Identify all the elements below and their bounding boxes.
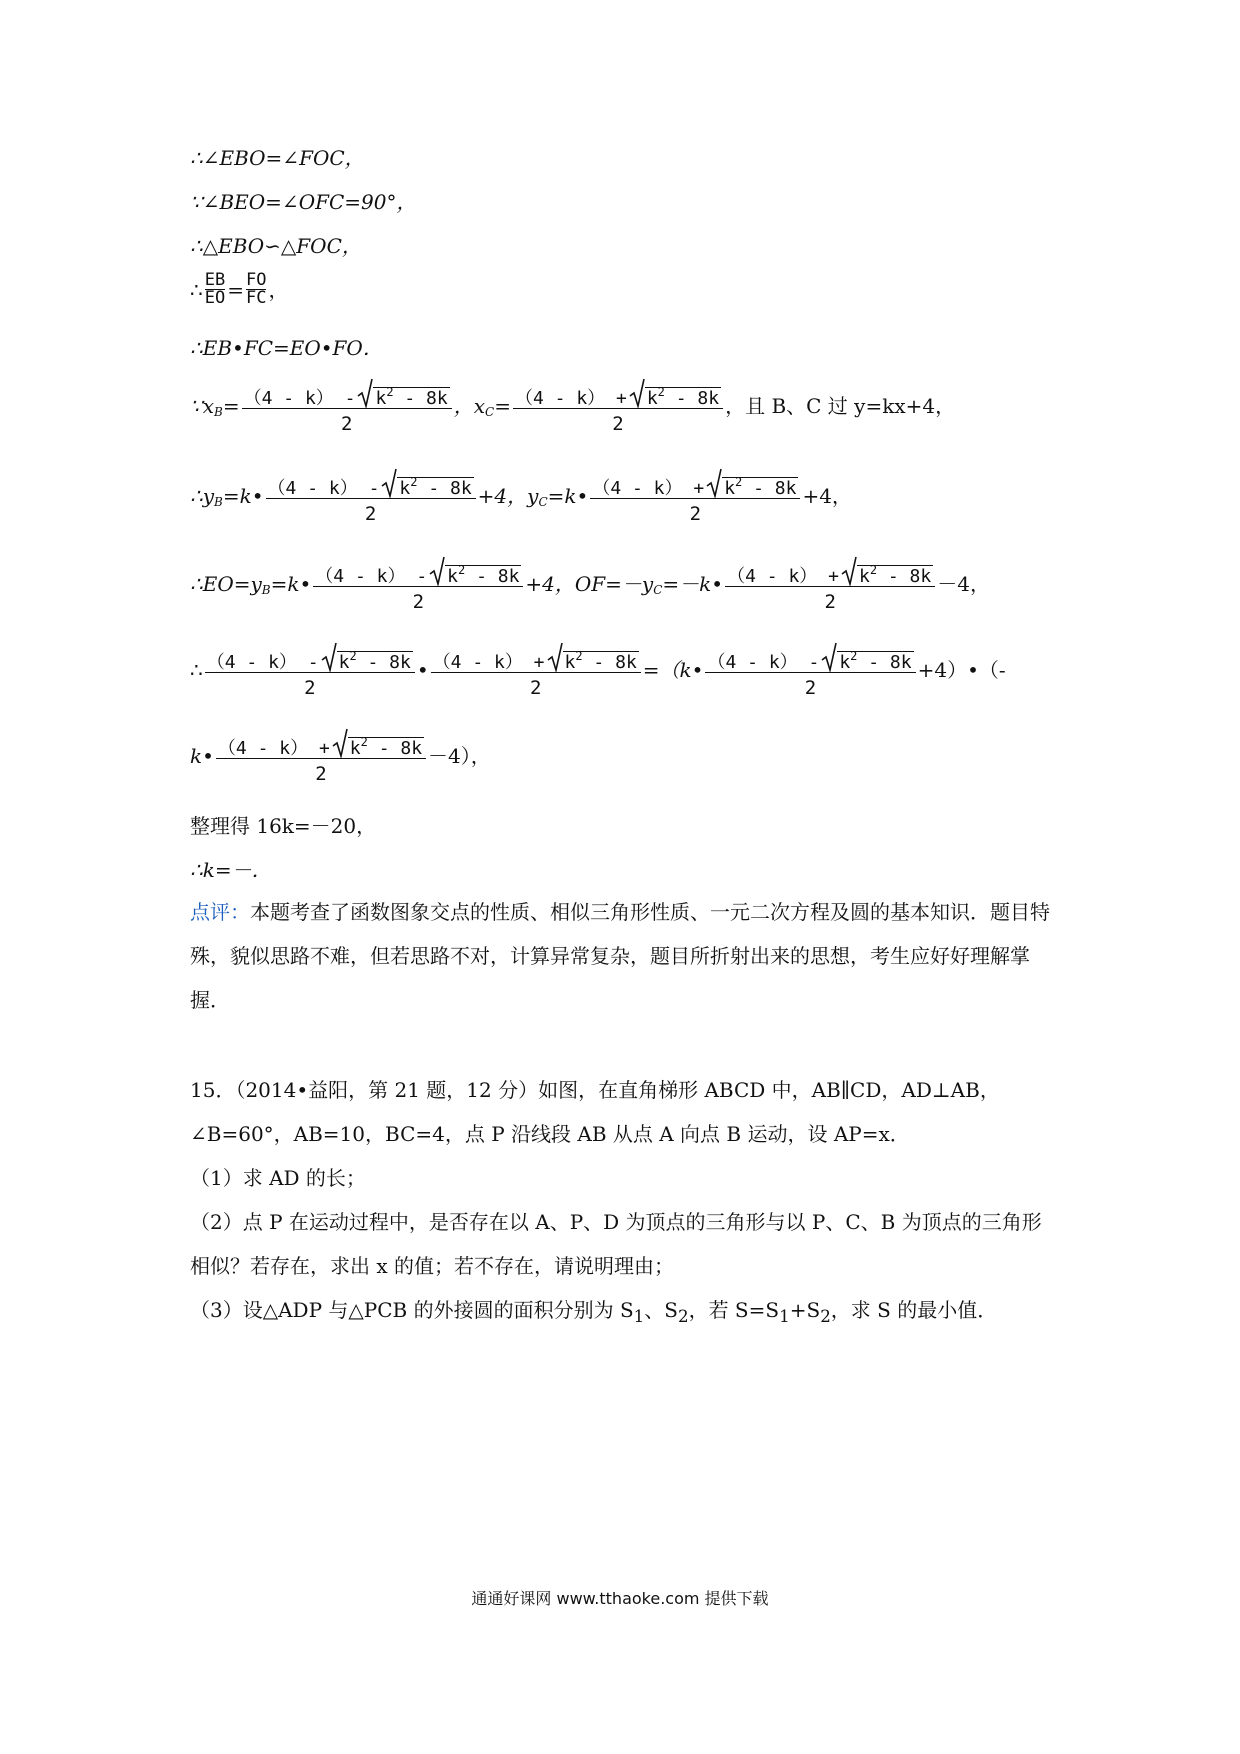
step-eo-of bbox=[190, 556, 990, 612]
step-text: ∴△EBO∽△FOC， bbox=[190, 234, 362, 258]
radicand-k: k bbox=[839, 652, 851, 673]
exponent: 2 bbox=[575, 649, 583, 663]
exponent: 2 bbox=[410, 475, 418, 489]
question-text: 、S bbox=[644, 1298, 678, 1322]
line-tail: －4）， bbox=[428, 744, 491, 768]
fraction-minus-root bbox=[266, 468, 476, 524]
sqrt-symbol bbox=[332, 728, 424, 758]
question-1 bbox=[190, 1156, 1060, 1200]
subscript: C bbox=[485, 405, 495, 419]
sqrt-symbol bbox=[821, 642, 913, 672]
radicand-rest: - 8k bbox=[857, 652, 912, 673]
denominator: 2 bbox=[689, 503, 702, 525]
radicand-rest: - 8k bbox=[877, 566, 932, 587]
page-footer: 通通好课网 www.tthaoke.com 提供下载 bbox=[471, 1589, 769, 1608]
exponent: 2 bbox=[869, 563, 878, 577]
eo-label: ∴EO=y bbox=[190, 572, 262, 596]
question-text: （2）点 P 在运动过程中，是否存在以 A、P、D 为顶点的三角形与以 P、C、B 为顶点的三角形相似？若存在，求出 x 的值；若不存在，请说明理由； bbox=[190, 1210, 1042, 1278]
step-text: ∴k=－． bbox=[190, 858, 272, 882]
subscript: C bbox=[538, 495, 548, 509]
step-text: ∵∠BEO=∠OFC=90°， bbox=[190, 190, 417, 214]
fraction-minus-root bbox=[705, 642, 915, 698]
yc-label: +4，y bbox=[477, 484, 539, 508]
radicand-k: k bbox=[375, 388, 387, 409]
radicand-rest: - 8k bbox=[664, 388, 720, 409]
step-y-coordinates bbox=[190, 468, 852, 524]
radicand-k: k bbox=[858, 566, 870, 587]
expr-part: （4 - k） - bbox=[206, 652, 319, 673]
numerator: FO bbox=[245, 270, 267, 290]
step-simplify bbox=[190, 816, 376, 836]
subscript: 2 bbox=[677, 1307, 689, 1326]
sqrt-symbol bbox=[841, 556, 933, 586]
equals-sign: =k• bbox=[547, 484, 589, 508]
radicand-rest: - 8k bbox=[367, 738, 423, 759]
therefore-symbol: ∴ bbox=[190, 277, 203, 302]
radicand-rest: - 8k bbox=[465, 566, 520, 587]
radicand-rest: - 8k bbox=[393, 388, 448, 409]
line-tail: +4）•（- bbox=[917, 658, 1006, 682]
radicand-rest: - 8k bbox=[417, 478, 472, 499]
step-product-equation-cont bbox=[190, 728, 491, 784]
line-tail: +4， bbox=[802, 484, 852, 508]
denominator: 2 bbox=[412, 591, 425, 613]
radicand-k: k bbox=[447, 566, 458, 587]
question-text: ，求 S 的最小值． bbox=[830, 1298, 998, 1322]
exponent: 2 bbox=[735, 475, 743, 489]
expr-part: （4 - k） + bbox=[217, 738, 330, 759]
sqrt-symbol bbox=[547, 642, 639, 672]
comment-paragraph bbox=[190, 890, 1060, 1022]
equals-sign: =k• bbox=[270, 572, 312, 596]
fraction-plus-root bbox=[216, 728, 426, 784]
yb-label: ∴y bbox=[190, 484, 215, 508]
equals-sign: = bbox=[494, 394, 511, 418]
exponent: 2 bbox=[850, 649, 858, 663]
step-text: 整理得 16k=－20， bbox=[190, 814, 377, 838]
denominator: 2 bbox=[315, 763, 327, 785]
denominator: EO bbox=[204, 288, 226, 308]
subscript: 1 bbox=[633, 1307, 645, 1326]
question-text: （3）设△ADP 与△PCB 的外接圆的面积分别为 S bbox=[190, 1298, 634, 1322]
step-text: ∴EB•FC=EO•FO． bbox=[190, 336, 383, 360]
step-ratio bbox=[190, 272, 288, 307]
expr-part: （4 - k） - bbox=[243, 388, 356, 409]
expr-part: （4 - k） + bbox=[514, 388, 627, 409]
question-3 bbox=[190, 1288, 1060, 1339]
comment-label: 点评： bbox=[190, 900, 250, 924]
problem-15-header bbox=[190, 1068, 1060, 1156]
denominator: 2 bbox=[529, 677, 542, 699]
radicand-k: k bbox=[646, 388, 658, 409]
fraction-minus-root bbox=[242, 378, 452, 434]
therefore-symbol: ∴ bbox=[190, 658, 203, 682]
radicand-k: k bbox=[724, 478, 736, 499]
subscript: B bbox=[214, 405, 223, 419]
comment-text: 本题考查了函数图象交点的性质、相似三角形性质、一元二次方程及圆的基本知识．题目特殊，貌似思路不难，但若思路不对，计算异常复杂，题目所折射出来的思想，考生应好好理解掌握． bbox=[190, 900, 1050, 1012]
step-product-equation bbox=[190, 642, 1006, 698]
radicand-k: k bbox=[399, 478, 411, 499]
radicand-rest: - 8k bbox=[582, 652, 637, 673]
equals-sign: =（k• bbox=[642, 658, 704, 682]
fraction-plus-root bbox=[725, 556, 935, 612]
denominator: 2 bbox=[304, 677, 316, 699]
step-similar bbox=[190, 236, 362, 256]
xb-label: ∵x bbox=[190, 394, 215, 418]
sqrt-symbol bbox=[321, 642, 413, 672]
subscript: 2 bbox=[820, 1307, 831, 1326]
question-text: +S bbox=[789, 1298, 821, 1322]
question-text: （1）求 AD 的长； bbox=[190, 1166, 366, 1190]
sqrt-symbol bbox=[429, 556, 521, 586]
denominator: 2 bbox=[824, 591, 836, 613]
expr-part: （4 - k） - bbox=[315, 566, 428, 587]
step-result bbox=[190, 860, 272, 880]
question-text: ，若 S=S bbox=[688, 1298, 780, 1322]
equals-sign: =－k• bbox=[662, 572, 724, 596]
subscript: 1 bbox=[779, 1307, 790, 1326]
expr-part: （4 - k） + bbox=[727, 566, 839, 587]
radicand-k: k bbox=[564, 652, 576, 673]
fraction-eb-eo bbox=[205, 272, 225, 307]
denominator: FC bbox=[245, 288, 267, 308]
expr-part: （4 - k） - bbox=[267, 478, 380, 499]
fraction-fo-fc bbox=[246, 272, 266, 307]
expr-part: （4 - k） - bbox=[707, 652, 820, 673]
denominator: 2 bbox=[340, 413, 353, 435]
sqrt-symbol bbox=[706, 468, 798, 498]
exponent: 2 bbox=[657, 385, 665, 399]
comma: ， bbox=[268, 277, 289, 302]
denominator: 2 bbox=[804, 677, 817, 699]
step-product bbox=[190, 338, 383, 358]
exponent: 2 bbox=[360, 735, 368, 749]
step-text: ∴∠EBO=∠FOC， bbox=[190, 146, 365, 170]
subscript: C bbox=[653, 583, 663, 597]
fraction-plus-root bbox=[431, 642, 641, 698]
line-tail: ，且 B、C 过 y=kx+4， bbox=[725, 394, 956, 418]
equals-sign: = bbox=[227, 277, 244, 302]
denominator: 2 bbox=[612, 413, 624, 435]
fraction-minus-root bbox=[313, 556, 523, 612]
radicand-k: k bbox=[338, 652, 350, 673]
subscript: B bbox=[214, 495, 223, 509]
radicand-rest: - 8k bbox=[742, 478, 797, 499]
sqrt-symbol bbox=[629, 378, 721, 408]
exponent: 2 bbox=[386, 385, 394, 399]
fraction-plus-root bbox=[513, 378, 723, 434]
times-dot: • bbox=[416, 658, 429, 682]
numerator: EB bbox=[204, 270, 226, 290]
fraction-minus-root bbox=[205, 642, 415, 698]
k-dot: k• bbox=[190, 744, 214, 768]
step-angle-equal bbox=[190, 148, 365, 168]
of-label: +4，OF=－y bbox=[525, 572, 654, 596]
sqrt-symbol bbox=[357, 378, 449, 408]
step-x-coordinates bbox=[190, 378, 955, 434]
question-2 bbox=[190, 1200, 1060, 1288]
exponent: 2 bbox=[349, 649, 357, 663]
radicand-rest: - 8k bbox=[356, 652, 411, 673]
xc-label: ，x bbox=[453, 394, 486, 418]
sqrt-symbol bbox=[381, 468, 473, 498]
denominator: 2 bbox=[364, 503, 377, 525]
equals-sign: = bbox=[222, 394, 240, 418]
expr-part: （4 - k） + bbox=[432, 652, 545, 673]
expr-part: （4 - k） + bbox=[592, 478, 705, 499]
radicand-k: k bbox=[349, 738, 361, 759]
subscript: B bbox=[261, 583, 271, 597]
fraction-plus-root bbox=[590, 468, 800, 524]
problem-text: 15．（2014•益阳，第 21 题，12 分）如图，在直角梯形 ABCD 中，AB∥CD，AD⊥AB，∠B=60°，AB=10，BC=4，点 P 沿线段 AB 从点 A 向点 B 运动，设 AP=x． bbox=[190, 1078, 1000, 1146]
equals-sign: =k• bbox=[222, 484, 264, 508]
step-right-angles bbox=[190, 192, 416, 212]
line-tail: －4， bbox=[937, 572, 990, 596]
exponent: 2 bbox=[458, 563, 466, 577]
